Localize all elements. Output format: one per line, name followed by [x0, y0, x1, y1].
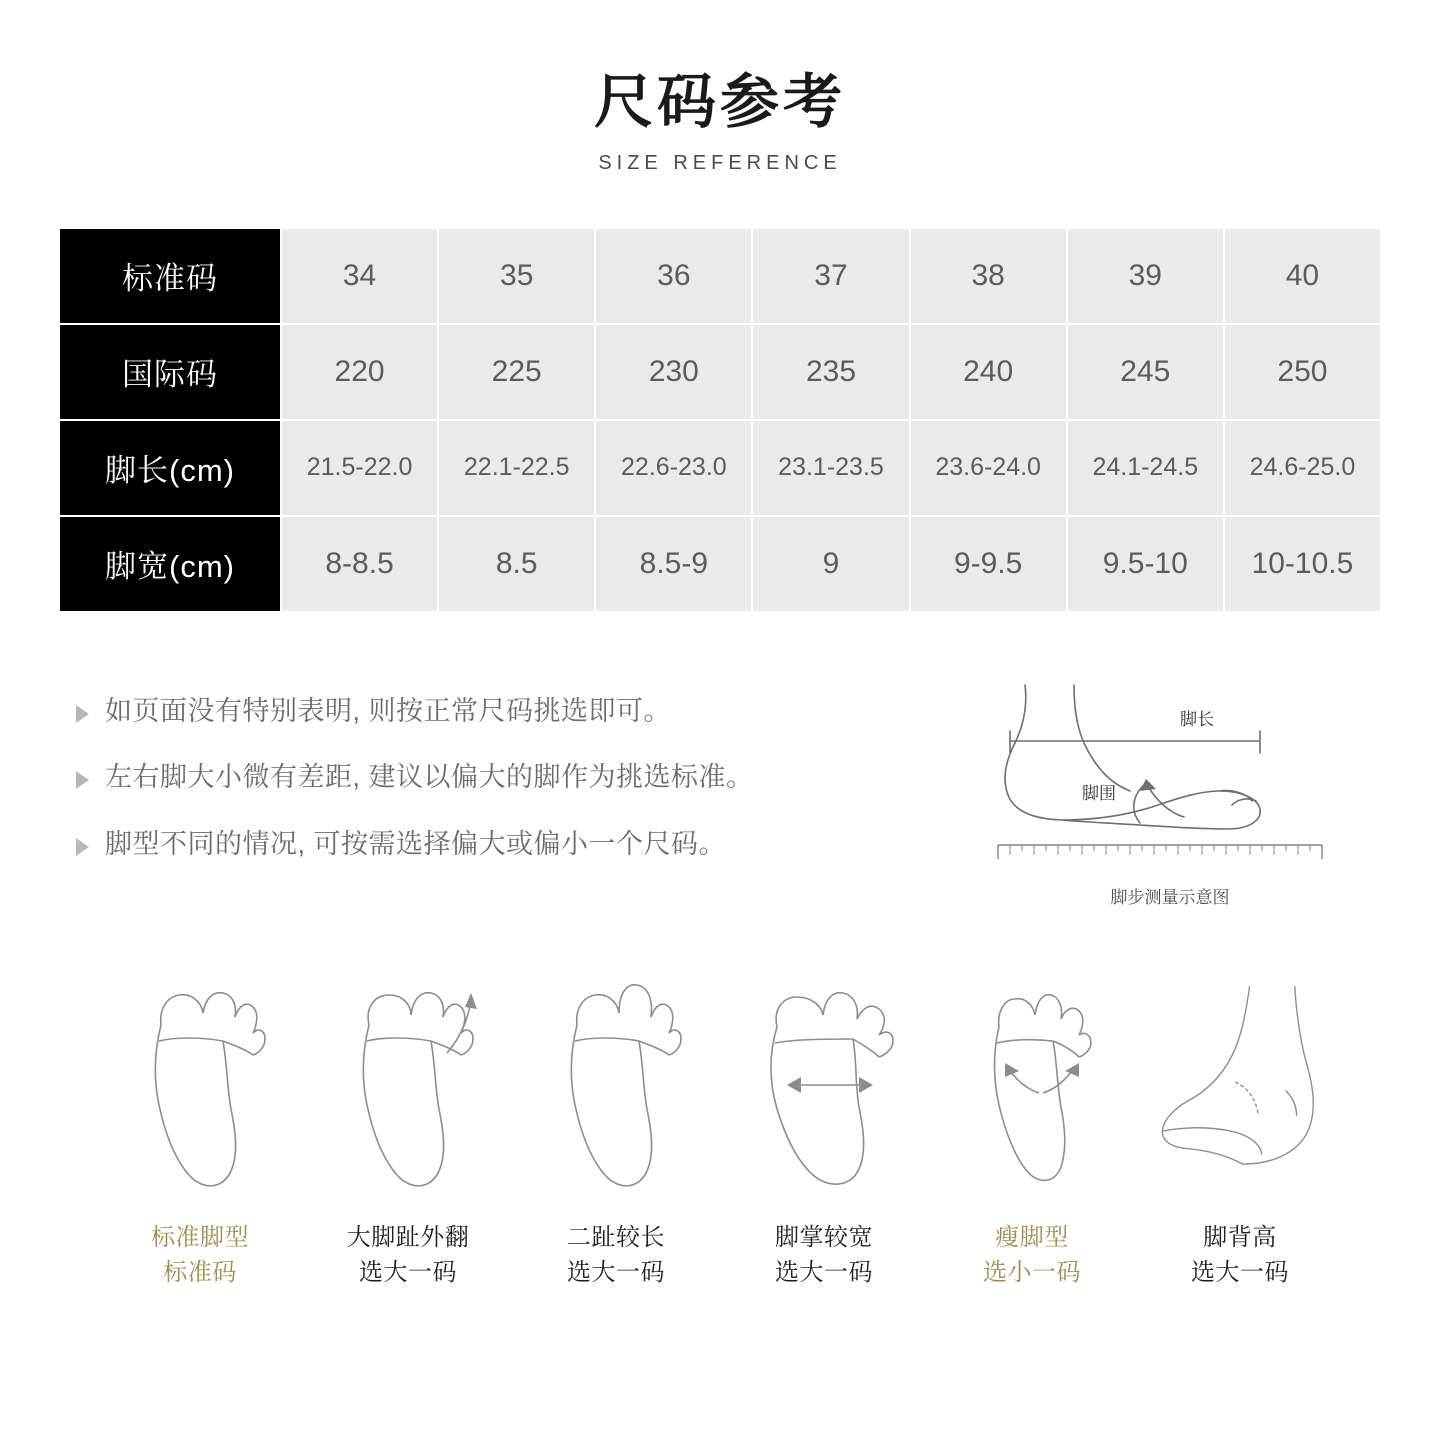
table-row — [59, 420, 1381, 516]
foot-type-label — [932, 1221, 1132, 1291]
foot-type-label — [724, 1221, 924, 1291]
cell-width-6: 10-10.5 — [1224, 516, 1381, 612]
cell-length-0: 21.5-22.0 — [281, 420, 438, 516]
page-title: 尺码参考 — [593, 69, 846, 135]
cell-width-2: 8.5-9 — [595, 516, 752, 612]
measure-diagram — [970, 679, 1370, 908]
foot-label-line1: 脚掌较宽 — [775, 1223, 873, 1251]
foot-type-wide-sole — [724, 948, 924, 1291]
foot-label-line1: 大脚趾外翻 — [346, 1223, 470, 1251]
table-row — [59, 228, 1381, 324]
table-row — [59, 324, 1381, 420]
cell-length-6: 24.6-25.0 — [1224, 420, 1381, 516]
cell-standard-34: 34 — [281, 228, 438, 324]
foot-type-second-toe-long — [516, 948, 716, 1291]
foot-label-line2: 选小一码 — [983, 1258, 1081, 1286]
footprint-narrow-icon — [947, 953, 1117, 1203]
bullet-triangle-icon — [76, 705, 89, 723]
cell-standard-39: 39 — [1067, 228, 1224, 324]
foot-label-line2: 选大一码 — [775, 1258, 873, 1286]
cell-intl-3: 235 — [752, 324, 909, 420]
cell-width-0: 8-8.5 — [281, 516, 438, 612]
cell-intl-4: 240 — [910, 324, 1067, 420]
foot-label-line1: 脚背高 — [1203, 1223, 1277, 1251]
cell-length-5: 24.1-24.5 — [1067, 420, 1224, 516]
foot-art — [1140, 948, 1340, 1203]
page-subtitle: SIZE REFERENCE — [598, 151, 842, 174]
footprint-bigtoe-valgus-icon — [323, 953, 493, 1203]
list-item — [76, 826, 956, 862]
list-item — [76, 759, 956, 795]
foot-art — [100, 948, 300, 1203]
row-header-foot-width: 脚宽(cm) — [59, 516, 281, 612]
cell-standard-36: 36 — [595, 228, 752, 324]
diagram-girth-label: 脚围 — [1082, 783, 1116, 803]
foot-label-line2: 选大一码 — [567, 1258, 665, 1286]
foot-measure-illustration — [970, 679, 1350, 879]
note-text: 如页面没有特别表明, 则按正常尺码挑选即可。 — [105, 695, 672, 726]
foot-label-line1: 二趾较长 — [567, 1223, 665, 1251]
notes-and-diagram — [0, 679, 1440, 908]
foot-side-high-instep-icon — [1140, 953, 1340, 1203]
footprint-wide-sole-icon — [739, 953, 909, 1203]
foot-label-line2: 选大一码 — [359, 1258, 457, 1286]
cell-standard-37: 37 — [752, 228, 909, 324]
foot-art — [516, 948, 716, 1203]
foot-type-label — [516, 1221, 716, 1291]
cell-intl-0: 220 — [281, 324, 438, 420]
cell-intl-6: 250 — [1224, 324, 1381, 420]
footprint-standard-icon — [115, 953, 285, 1203]
foot-type-label — [1140, 1221, 1340, 1291]
foot-type-bigtoe-valgus — [308, 948, 508, 1291]
cell-standard-35: 35 — [438, 228, 595, 324]
row-header-international-size: 国际码 — [59, 324, 281, 420]
row-header-foot-length: 脚长(cm) — [59, 420, 281, 516]
cell-width-3: 9 — [752, 516, 909, 612]
cell-width-1: 8.5 — [438, 516, 595, 612]
cell-width-4: 9-9.5 — [910, 516, 1067, 612]
foot-art — [308, 948, 508, 1203]
cell-length-1: 22.1-22.5 — [438, 420, 595, 516]
note-text: 脚型不同的情况, 可按需选择偏大或偏小一个尺码。 — [105, 828, 727, 859]
foot-type-high-instep — [1140, 948, 1340, 1291]
cell-intl-1: 225 — [438, 324, 595, 420]
cell-width-5: 9.5-10 — [1067, 516, 1224, 612]
cell-length-4: 23.6-24.0 — [910, 420, 1067, 516]
note-text: 左右脚大小微有差距, 建议以偏大的脚作为挑选标准。 — [105, 762, 754, 793]
notes-list — [76, 679, 956, 892]
cell-length-3: 23.1-23.5 — [752, 420, 909, 516]
foot-label-line1: 标准脚型 — [151, 1223, 249, 1251]
foot-type-standard — [100, 948, 300, 1291]
foot-label-line2: 选大一码 — [1191, 1258, 1289, 1286]
diagram-length-label: 脚长 — [1180, 709, 1214, 729]
size-table-wrapper — [58, 227, 1382, 613]
foot-art — [932, 948, 1132, 1203]
diagram-caption: 脚步测量示意图 — [1110, 887, 1230, 907]
foot-art — [724, 948, 924, 1203]
cell-length-2: 22.6-23.0 — [595, 420, 752, 516]
foot-type-label — [308, 1221, 508, 1291]
table-row — [59, 516, 1381, 612]
cell-standard-38: 38 — [910, 228, 1067, 324]
cell-standard-40: 40 — [1224, 228, 1381, 324]
foot-type-narrow — [932, 948, 1132, 1291]
size-table — [58, 227, 1382, 613]
row-header-standard-size: 标准码 — [59, 228, 281, 324]
foot-label-line2: 标准码 — [163, 1258, 237, 1286]
page-header — [0, 0, 1440, 175]
foot-type-list — [0, 948, 1440, 1291]
cell-intl-2: 230 — [595, 324, 752, 420]
foot-type-label — [100, 1221, 300, 1291]
list-item — [76, 693, 956, 729]
cell-intl-5: 245 — [1067, 324, 1224, 420]
foot-label-line1: 瘦脚型 — [995, 1223, 1069, 1251]
bullet-triangle-icon — [76, 771, 89, 789]
bullet-triangle-icon — [76, 838, 89, 856]
footprint-second-toe-long-icon — [531, 953, 701, 1203]
